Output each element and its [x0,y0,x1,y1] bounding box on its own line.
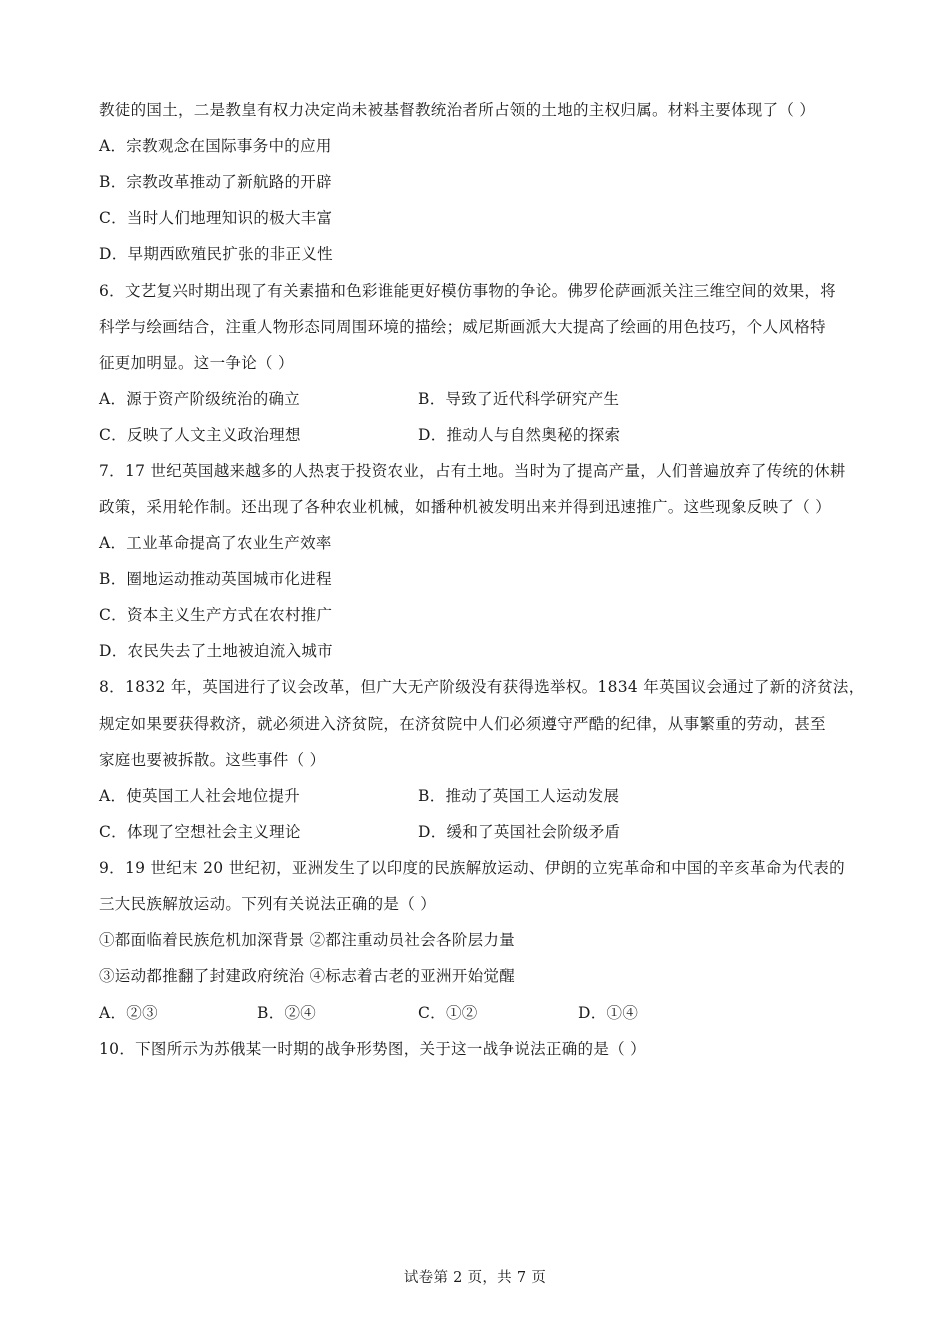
q6-stem-line-1: 6．文艺复兴时期出现了有关素描和色彩谁能更好模仿事物的争论。佛罗伦萨画派关注三维空间的效果，将 [99,282,836,300]
q5-option-d: D．早期西欧殖民扩张的非正义性 [99,245,333,263]
q5-option-c: C．当时人们地理知识的极大丰富 [99,209,333,227]
q8-option-a: A．使英国工人社会地位提升 [99,787,301,805]
q9-option-d: D．①④ [578,1004,639,1022]
q8-stem-line-1: 8．1832 年，英国进行了议会改革，但广大无产阶级没有获得选举权。1834 年英国议会通过了新的济贫法， [99,678,865,696]
q8-stem-line-2: 规定如果要获得救济，就必须进入济贫院，在济贫院中人们必须遵守严酷的纪律，从事繁重的劳动，甚至 [99,715,826,733]
q9-stem-line-2: 三大民族解放运动。下列有关说法正确的是（ ） [99,895,437,913]
q10-stem: 10．下图所示为苏俄某一时期的战争形势图，关于这一战争说法正确的是（ ） [99,1040,646,1058]
q6-stem-line-2: 科学与绘画结合，注重人物形态同周围环境的描绘；威尼斯画派大大提高了绘画的用色技巧，个人风格特 [99,318,826,336]
q7-option-d: D．农民失去了土地被迫流入城市 [99,642,333,660]
q7-stem-line-1: 7．17 世纪英国越来越多的人热衷于投资农业，占有土地。当时为了提高产量，人们普遍放弃了传统的休耕 [99,462,846,480]
q8-option-c: C．体现了空想社会主义理论 [99,823,301,841]
q7-stem-line-2: 政策，采用轮作制。还出现了各种农业机械，如播种机被发明出来并得到迅速推广。这些现象反映了（ ） [99,498,832,516]
q9-statement-line-1: ①都面临着民族危机加深背景 ②都注重动员社会各阶层力量 [99,931,516,949]
q5-option-b: B．宗教改革推动了新航路的开辟 [99,173,332,191]
q6-option-b: B．导致了近代科学研究产生 [418,390,620,408]
q9-stem-line-1: 9．19 世纪末 20 世纪初，亚洲发生了以印度的民族解放运动、伊朗的立宪革命和中国的辛亥革命为代表的 [99,859,845,877]
q7-option-b: B．圈地运动推动英国城市化进程 [99,570,332,588]
q9-statement-line-2: ③运动都推翻了封建政府统治 ④标志着古老的亚洲开始觉醒 [99,967,516,985]
q8-option-d: D．缓和了英国社会阶级矛盾 [418,823,621,841]
q6-option-d: D．推动人与自然奥秘的探索 [418,426,621,444]
q6-option-a: A．源于资产阶级统治的确立 [99,390,301,408]
page-footer: 试卷第 2 页，共 7 页 [403,1270,547,1286]
q9-option-b: B．②④ [257,1004,317,1022]
q6-stem-line-3: 征更加明显。这一争论（ ） [99,354,294,372]
q7-option-a: A．工业革命提高了农业生产效率 [99,534,332,552]
q9-option-a: A．②③ [99,1004,158,1022]
q8-option-b: B．推动了英国工人运动发展 [418,787,620,805]
q6-option-c: C．反映了人文主义政治理想 [99,426,301,444]
q8-stem-line-3: 家庭也要被拆散。这些事件（ ） [99,751,326,769]
q7-option-c: C．资本主义生产方式在农村推广 [99,606,333,624]
q9-option-c: C．①② [418,1004,478,1022]
q5-option-a: A．宗教观念在国际事务中的应用 [99,137,332,155]
q5-stem-end: 教徒的国土，二是教皇有权力决定尚未被基督教统治者所占领的土地的主权归属。材料主要体现了（ ） [99,101,816,119]
